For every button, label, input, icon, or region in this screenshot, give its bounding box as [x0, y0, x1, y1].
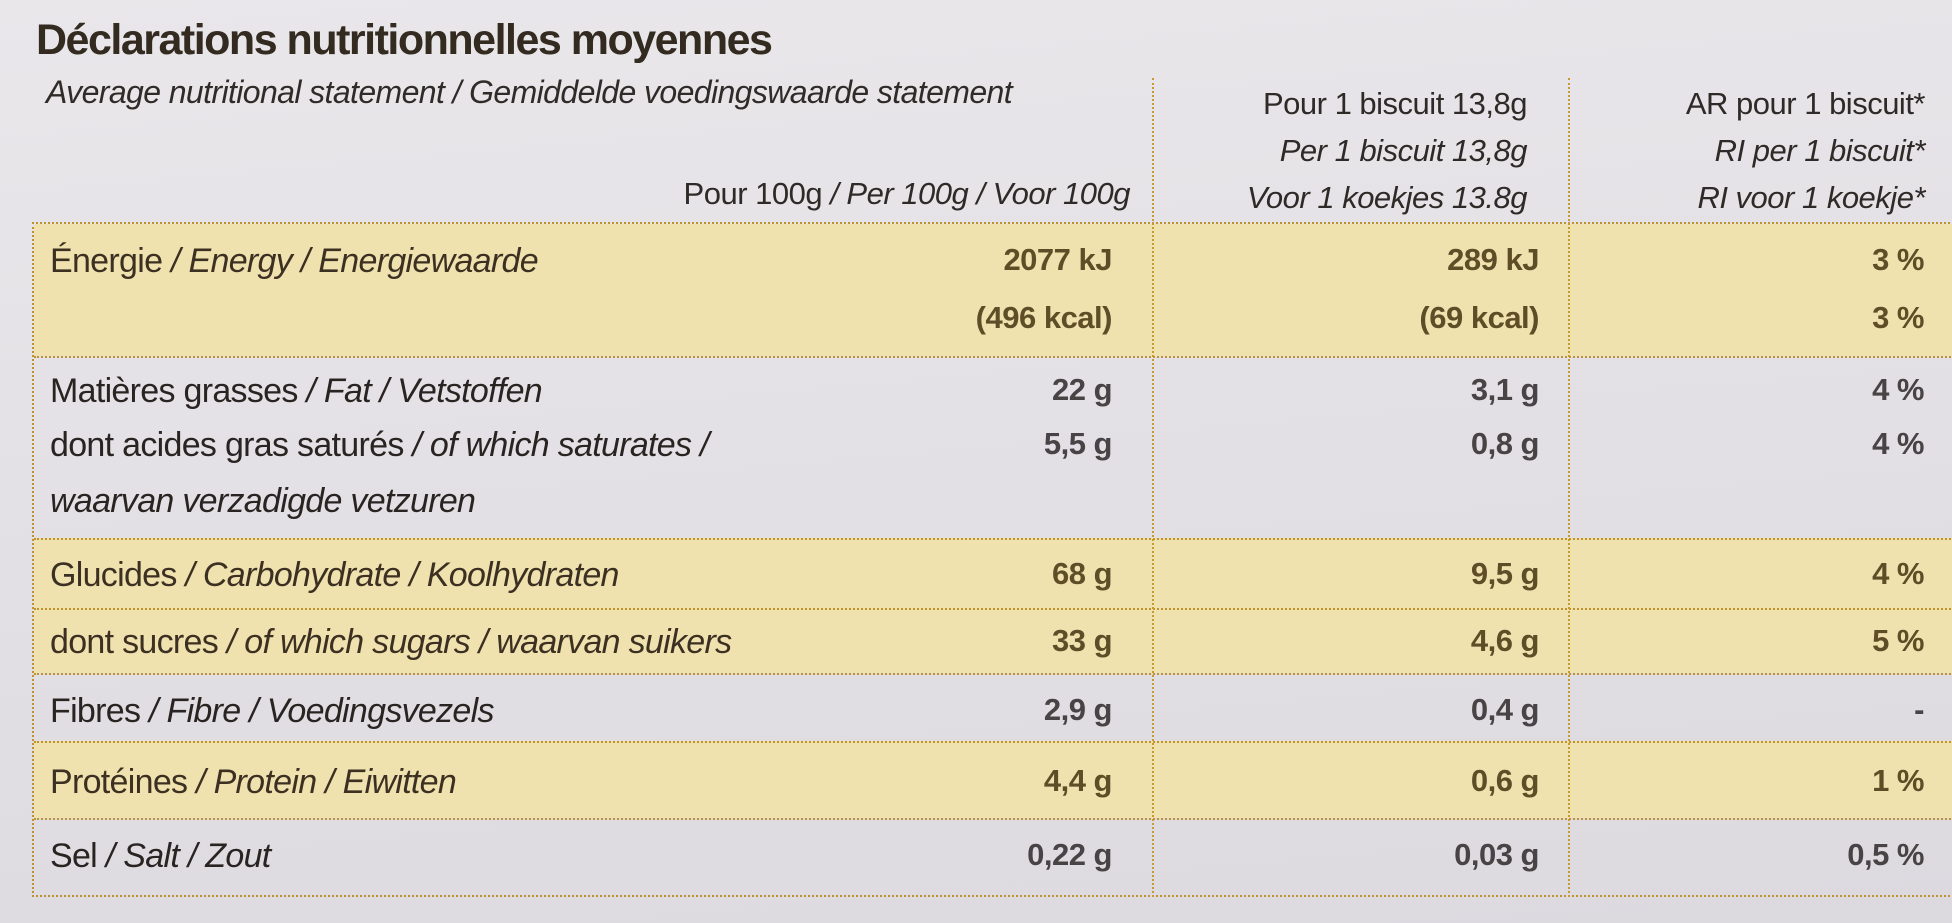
row-label-salt [50, 837, 271, 876]
row-label-saturates-nl [50, 482, 475, 521]
value-saturates-per100: 5,5 g [1043, 426, 1112, 461]
row-label-carbohydrate [50, 556, 619, 595]
column-header-per-100g [684, 176, 1130, 212]
value-salt-ri: 0,5 % [1847, 837, 1924, 872]
value-energy-ri-kj: 3 % [1872, 242, 1924, 277]
header-biscuit-nl: Voor 1 koekjes 13.8g [1246, 180, 1527, 215]
value-energy-per100-kj: 2077 kJ [1003, 242, 1112, 277]
label-translations: / Fibre / Voedingsvezels [140, 692, 494, 730]
page-subtitle: Average nutritional statement / Gemiddelde voedingswaarde statement [46, 74, 1013, 110]
value-energy-per100-kcal: (496 kcal) [975, 300, 1112, 335]
row-label-protein [50, 763, 456, 802]
header-biscuit-fr: Pour 1 biscuit 13,8g [1262, 86, 1527, 121]
header-biscuit-en: Per 1 biscuit 13,8g [1279, 133, 1527, 168]
value-saturates-ri: 4 % [1872, 426, 1924, 461]
value-protein-ri: 1 % [1872, 763, 1924, 798]
label-nl: waarvan verzadigde vetzuren [50, 482, 476, 520]
label-translations: / Salt / Zout [97, 837, 271, 875]
label-translations: / Carbohydrate / Koolhydraten [176, 556, 619, 594]
column-header-reference-intake [1686, 80, 1925, 221]
table-row-energy [34, 224, 1952, 356]
column-header-per-biscuit [1247, 80, 1527, 221]
header-ri-fr: AR pour 1 biscuit* [1685, 86, 1925, 121]
table-row-sugars [34, 608, 1952, 673]
header-per100-translations: / Per 100g / Voor 100g [822, 176, 1130, 211]
value-carbohydrate-biscuit: 9,5 g [1470, 556, 1539, 591]
value-fibre-ri: - [1914, 692, 1924, 727]
label-fr: Sel [50, 837, 98, 875]
label-fr: dont sucres [50, 623, 219, 661]
value-fat-ri: 4 % [1872, 372, 1924, 407]
value-carbohydrate-ri: 4 % [1872, 556, 1924, 591]
value-protein-biscuit: 0,6 g [1470, 763, 1539, 798]
value-fibre-biscuit: 0,4 g [1470, 692, 1539, 727]
value-saturates-biscuit: 0,8 g [1470, 426, 1539, 461]
label-translations: / Protein / Eiwitten [187, 763, 457, 801]
value-fat-biscuit: 3,1 g [1470, 372, 1539, 407]
value-energy-biscuit-kj: 289 kJ [1447, 242, 1539, 277]
label-translations: / Fat / Vetstoffen [297, 372, 543, 410]
table-row-fat [34, 356, 1952, 538]
row-label-energy [50, 242, 538, 281]
table-row-fibre [34, 673, 1952, 741]
label-fr: Énergie [50, 242, 163, 280]
value-salt-per100: 0,22 g [1027, 837, 1112, 872]
value-fat-per100: 22 g [1051, 372, 1112, 407]
label-translations: / of which sugars / waarvan suikers [218, 623, 732, 661]
row-label-fibre [50, 692, 494, 731]
label-fr: dont acides gras saturés [50, 426, 404, 464]
label-fr: Fibres [50, 692, 141, 730]
value-fibre-per100: 2,9 g [1043, 692, 1112, 727]
value-salt-biscuit: 0,03 g [1454, 837, 1539, 872]
row-label-fat [50, 372, 542, 411]
page-title: Déclarations nutritionnelles moyennes [36, 16, 772, 64]
label-fr: Glucides [50, 556, 177, 594]
nutrition-table [32, 222, 1952, 897]
value-protein-per100: 4,4 g [1043, 763, 1112, 798]
table-row-protein [34, 741, 1952, 818]
header-ri-en: RI per 1 biscuit* [1714, 133, 1925, 168]
label-fr: Matières grasses [50, 372, 298, 410]
value-sugars-per100: 33 g [1051, 623, 1112, 658]
table-row-carbohydrate [34, 538, 1952, 608]
row-label-saturates [50, 426, 709, 465]
label-translations: / of which saturates / [403, 426, 709, 464]
header-ri-nl: RI voor 1 koekje* [1697, 180, 1925, 215]
value-carbohydrate-per100: 68 g [1051, 556, 1112, 591]
label-fr: Protéines [50, 763, 188, 801]
value-energy-ri-kcal: 3 % [1872, 300, 1924, 335]
value-sugars-biscuit: 4,6 g [1470, 623, 1539, 658]
table-row-salt [34, 818, 1952, 895]
row-label-sugars [50, 623, 731, 662]
value-sugars-ri: 5 % [1872, 623, 1924, 658]
value-energy-biscuit-kcal: (69 kcal) [1419, 300, 1539, 335]
header-per100-fr: Pour 100g [683, 176, 823, 211]
label-translations: / Energy / Energiewaarde [162, 242, 538, 280]
